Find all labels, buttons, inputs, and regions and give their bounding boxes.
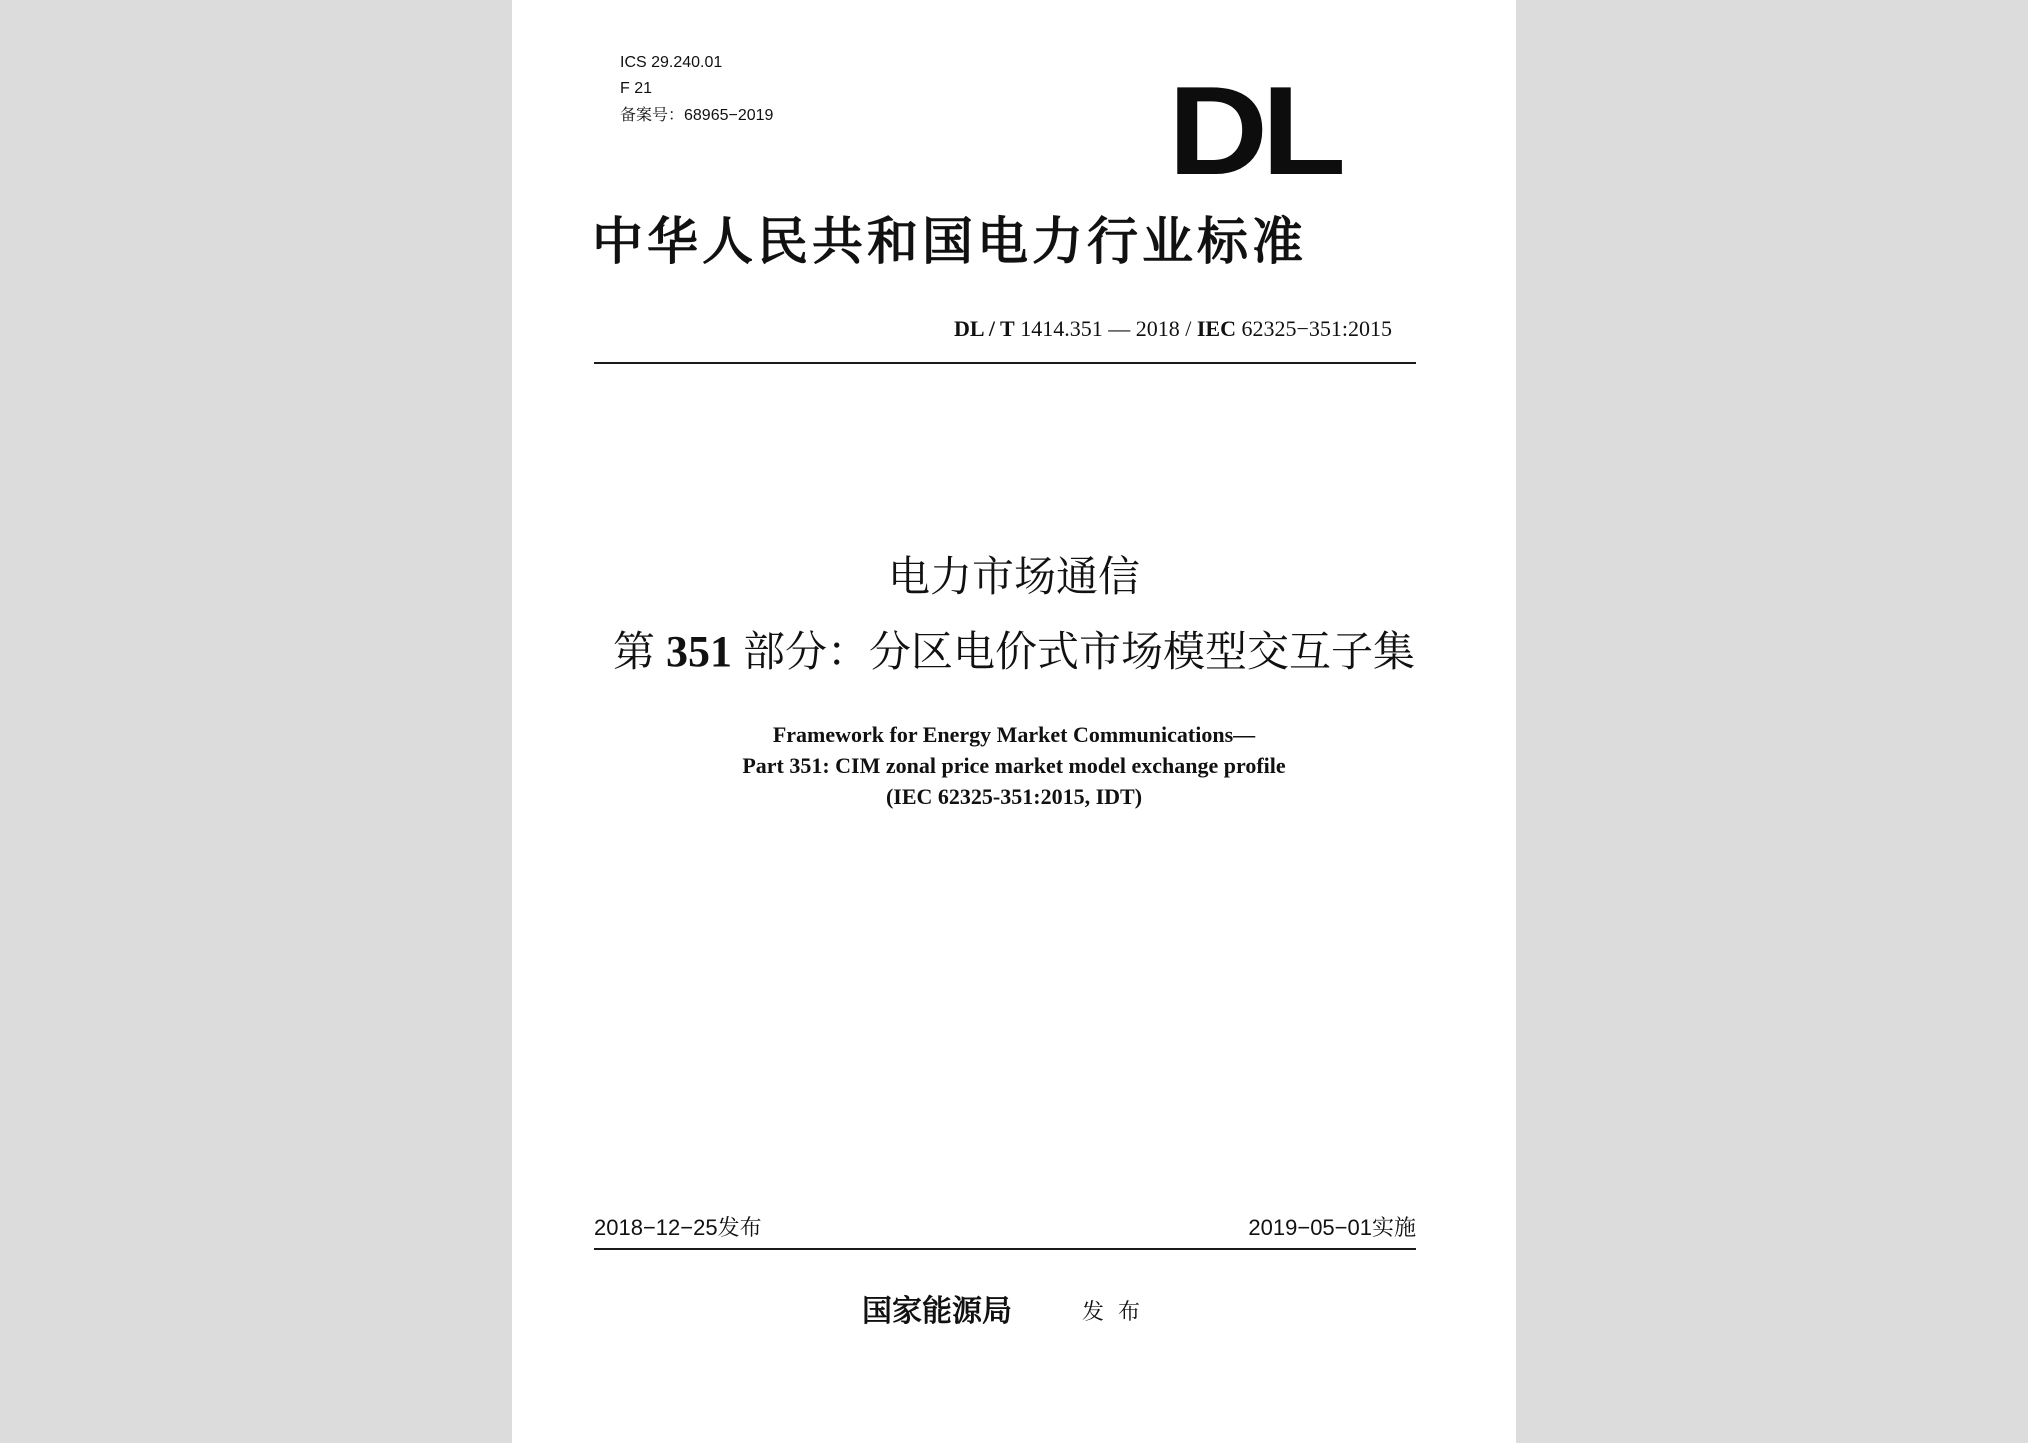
- chinese-title-part-prefix: 第: [612, 627, 655, 676]
- english-title-line-2: Part 351: CIM zonal price market model exchange profile: [742, 753, 1286, 778]
- record-number: 备案号：68965−2019: [620, 107, 774, 124]
- bottom-divider: [594, 1248, 1416, 1250]
- standard-title: 中华人民共和国电力行业标准: [592, 212, 1308, 272]
- chinese-title-line-1: 电力市场通信: [887, 552, 1140, 601]
- chinese-title-part-suffix: 部分：分区电价式市场模型交互子集: [743, 627, 1416, 676]
- ics-code: ICS 29.240.01: [620, 54, 723, 71]
- implementation-date: 2019−05−01实施: [1248, 1215, 1416, 1240]
- dl-logo: DL: [1168, 60, 1340, 201]
- english-title-line-3: (IEC 62325-351:2015, IDT): [885, 784, 1143, 809]
- iec-prefix: IEC: [1196, 316, 1236, 341]
- publisher-action: 发布: [1082, 1300, 1155, 1325]
- ccs-code: F 21: [620, 80, 653, 97]
- standard-number-prefix: DL / T: [953, 316, 1015, 341]
- iec-number: 62325−351:2015: [1235, 316, 1392, 341]
- standard-number: [954, 316, 1392, 342]
- english-title-line-1: Framework for Energy Market Communications—: [772, 722, 1256, 747]
- publisher-name: 国家能源局: [862, 1294, 1012, 1329]
- top-divider: [594, 362, 1416, 364]
- standard-number-rest: 1414.351 — 2018 /: [1014, 316, 1197, 341]
- document-page: [512, 0, 1516, 1443]
- chinese-title-part-number: 351: [655, 627, 743, 676]
- chinese-title-line-2: [512, 626, 1516, 678]
- issue-date: 2018−12−25发布: [594, 1215, 762, 1240]
